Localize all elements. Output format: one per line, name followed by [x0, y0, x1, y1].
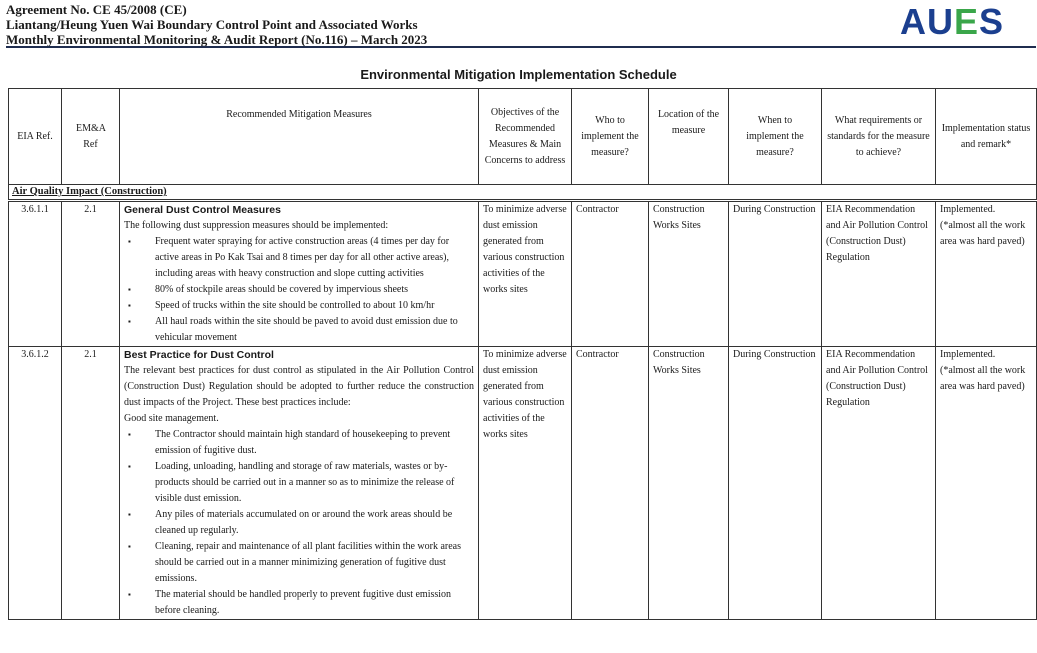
list-item: ▪ Speed of trucks within the site should be controlled to about 10 km/hr — [155, 298, 474, 314]
list-item: ▪ The material should be handled properly to prevent fugitive dust emission before cleaning. — [155, 587, 474, 619]
col-measures: Recommended Mitigation Measures — [120, 89, 479, 185]
col-eia-ref: EIA Ref. — [9, 89, 62, 185]
logo-letter: S — [979, 1, 1005, 42]
list-item: ▪ The Contractor should maintain high standard of housekeeping to prevent emission of fugitive dust. — [155, 427, 474, 459]
measure-subhead: Good site management. — [124, 413, 219, 424]
table-row — [9, 347, 1037, 620]
col-location: Location of the measure — [649, 89, 729, 185]
list-item: ▪ 80% of stockpile areas should be covered by impervious sheets — [155, 282, 474, 298]
schedule-title: Environmental Mitigation Implementation Schedule — [360, 67, 677, 82]
measure-intro: The following dust suppression measures should be implemented: — [124, 220, 389, 231]
section-row — [9, 185, 1037, 201]
list-item: ▪ Any piles of materials accumulated on or around the work areas should be cleaned up regularly. — [155, 507, 474, 539]
list-item: ▪ Frequent water spraying for active construction areas (4 times per day for active areas in Po Kak Tsai and 8 times per day for all other active areas), including areas with heavy construction and slope cutting activities — [155, 234, 474, 282]
logo-letter: U — [927, 1, 954, 42]
measure-title: General Dust Control Measures — [124, 204, 281, 216]
col-who: Who to implement the measure? — [572, 89, 649, 185]
eia-ref-cell: 3.6.1.2 — [9, 347, 62, 620]
measure-title: Best Practice for Dust Control — [124, 349, 274, 361]
col-when: When to implement the measure? — [729, 89, 822, 185]
report-header — [6, 2, 427, 47]
objective-cell: To minimize adverse dust emission generated from various construction activities of the works sites — [479, 201, 572, 347]
eia-ref-cell: 3.6.1.1 — [9, 201, 62, 347]
objective-cell: To minimize adverse dust emission generated from various construction activities of the works sites — [479, 347, 572, 620]
measures-cell — [120, 201, 479, 347]
location-cell: Construction Works Sites — [649, 201, 729, 347]
logo-letter: E — [954, 1, 980, 42]
col-ema-ref: EM&A Ref — [62, 89, 120, 185]
list-item: ▪ All haul roads within the site should be paved to avoid dust emission due to vehicular movement — [155, 314, 474, 346]
location-cell: Construction Works Sites — [649, 347, 729, 620]
list-item: ▪ Cleaning, repair and maintenance of all plant facilities within the work areas should be carried out in a manner minimizing generation of fugitive dust emissions. — [155, 539, 474, 587]
report-title: Monthly Environmental Monitoring & Audit Report (No.116) – March 2023 — [6, 32, 428, 47]
col-status: Implementation status and remark* — [936, 89, 1037, 185]
logo-letter: A — [900, 1, 927, 42]
measures-cell — [120, 347, 479, 620]
mitigation-schedule-table — [8, 88, 1037, 620]
table-header-row — [9, 89, 1037, 185]
who-cell: Contractor — [572, 347, 649, 620]
ema-ref-cell: 2.1 — [62, 201, 120, 347]
col-objectives: Objectives of the Recommended Measures & Main Concerns to address — [479, 89, 572, 185]
list-item: ▪ Loading, unloading, handling and storage of raw materials, wastes or by-products should be carried out in a manner so as to minimize the release of visible dust emission. — [155, 459, 474, 507]
when-cell: During Construction — [729, 347, 822, 620]
header-divider — [6, 46, 1036, 48]
measure-list — [124, 427, 474, 619]
aues-logo — [900, 2, 1004, 42]
table-row — [9, 201, 1037, 347]
status-cell: Implemented. (*almost all the work area was hard paved) — [936, 347, 1037, 620]
requirement-cell: EIA Recommendation and Air Pollution Control (Construction Dust) Regulation — [822, 347, 936, 620]
measure-list — [124, 234, 474, 346]
measure-intro: The relevant best practices for dust control as stipulated in the Air Pollution Control (Construction Dust) Regulation should be adopted to further reduce the construction dust impacts of the Project. These best practices include: — [124, 365, 474, 408]
when-cell: During Construction — [729, 201, 822, 347]
requirement-cell: EIA Recommendation and Air Pollution Control (Construction Dust) Regulation — [822, 201, 936, 347]
who-cell: Contractor — [572, 201, 649, 347]
status-cell: Implemented. (*almost all the work area was hard paved) — [936, 201, 1037, 347]
section-title: Air Quality Impact (Construction) — [9, 185, 1037, 201]
ema-ref-cell: 2.1 — [62, 347, 120, 620]
project-name: Liantang/Heung Yuen Wai Boundary Control Point and Associated Works — [6, 17, 418, 32]
agreement-number: Agreement No. CE 45/2008 (CE) — [6, 2, 187, 17]
col-requirements: What requirements or standards for the measure to achieve? — [822, 89, 936, 185]
